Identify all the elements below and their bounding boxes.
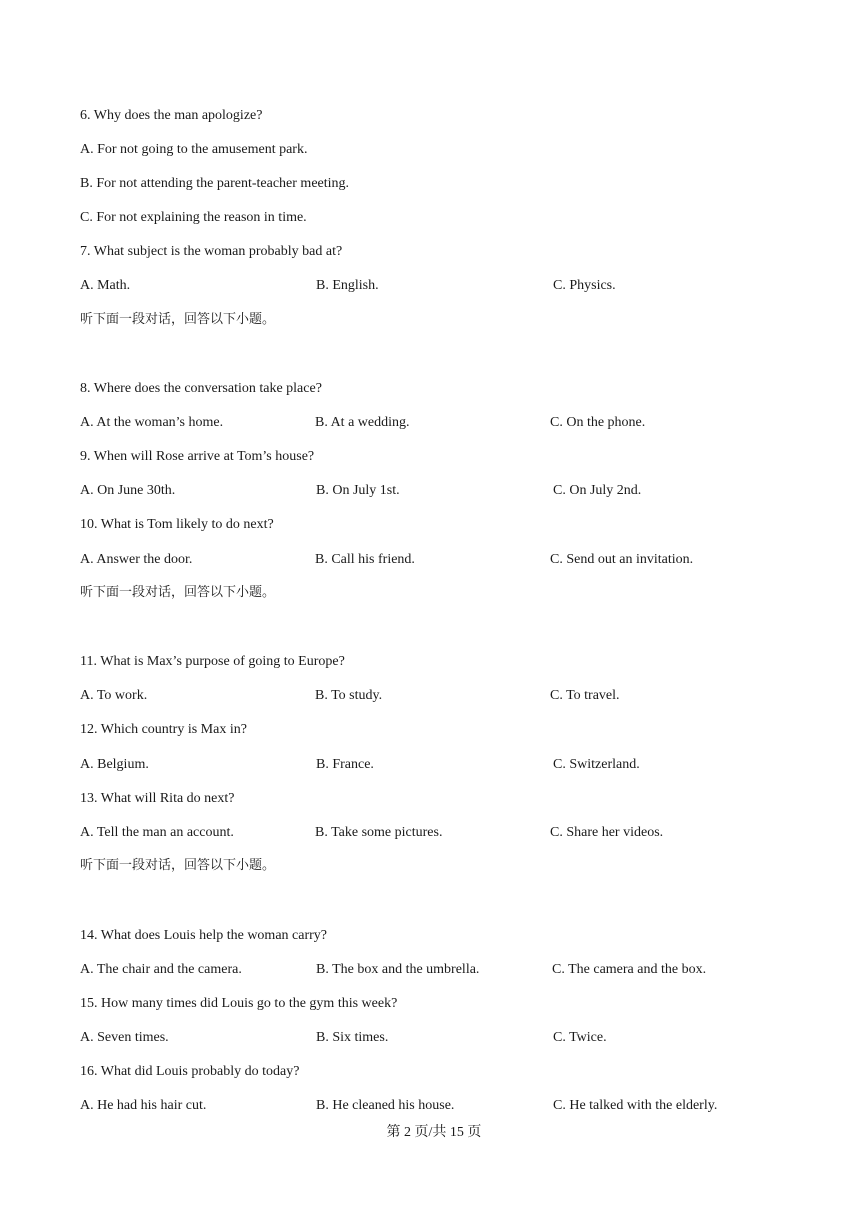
question-stem: 8. Where does the conversation take place? xyxy=(80,381,322,396)
option-a: A. Answer the door. xyxy=(80,552,193,567)
option-c: C. Share her videos. xyxy=(550,825,664,840)
option-a: A. Tell the man an account. xyxy=(80,825,234,840)
page-footer: 第 2 页/共 15 页 xyxy=(386,1125,482,1140)
question-stem: 16. What did Louis probably do today? xyxy=(80,1064,300,1079)
option-b: B. English. xyxy=(316,278,379,293)
option-a: A. He had his hair cut. xyxy=(80,1098,207,1113)
section-instruction: 听下面一段对话，回答以下小题。 xyxy=(80,858,276,873)
option-c: C. On the phone. xyxy=(550,415,646,430)
option-c: C. Switzerland. xyxy=(553,757,640,772)
question-stem: 13. What will Rita do next? xyxy=(80,791,235,806)
question-stem: 9. When will Rose arrive at Tom’s house? xyxy=(80,449,315,464)
section-instruction: 听下面一段对话，回答以下小题。 xyxy=(80,312,276,327)
option-a: A. At the woman’s home. xyxy=(80,415,224,430)
option-b: B. The box and the umbrella. xyxy=(316,962,480,977)
option-c: C. For not explaining the reason in time. xyxy=(80,210,307,225)
option-b: B. At a wedding. xyxy=(315,415,410,430)
option-a: A. The chair and the camera. xyxy=(80,962,242,977)
option-c: C. He talked with the elderly. xyxy=(553,1098,718,1113)
option-c: C. To travel. xyxy=(550,688,620,703)
option-c: C. On July 2nd. xyxy=(553,483,642,498)
option-a: A. Belgium. xyxy=(80,757,149,772)
option-a: A. Seven times. xyxy=(80,1030,169,1045)
option-b: B. Call his friend. xyxy=(315,552,415,567)
option-a: A. To work. xyxy=(80,688,148,703)
option-b: B. On July 1st. xyxy=(316,483,400,498)
option-c: C. Physics. xyxy=(553,278,616,293)
question-stem: 11. What is Max’s purpose of going to Europe? xyxy=(80,654,345,669)
option-b: B. To study. xyxy=(315,688,383,703)
question-stem: 14. What does Louis help the woman carry? xyxy=(80,928,328,943)
option-b: B. For not attending the parent-teacher meeting. xyxy=(80,176,350,191)
option-b: B. Six times. xyxy=(316,1030,389,1045)
option-a: A. On June 30th. xyxy=(80,483,176,498)
question-stem: 6. Why does the man apologize? xyxy=(80,108,263,123)
option-b: B. Take some pictures. xyxy=(315,825,443,840)
question-stem: 10. What is Tom likely to do next? xyxy=(80,517,274,532)
question-stem: 15. How many times did Louis go to the gym this week? xyxy=(80,996,398,1011)
question-stem: 12. Which country is Max in? xyxy=(80,722,247,737)
option-c: C. Send out an invitation. xyxy=(550,552,694,567)
option-b: B. France. xyxy=(316,757,374,772)
option-a: A. Math. xyxy=(80,278,131,293)
option-b: B. He cleaned his house. xyxy=(316,1098,455,1113)
option-c: C. The camera and the box. xyxy=(552,962,707,977)
option-c: C. Twice. xyxy=(553,1030,607,1045)
option-a: A. For not going to the amusement park. xyxy=(80,142,308,157)
question-stem: 7. What subject is the woman probably bad at? xyxy=(80,244,343,259)
section-instruction: 听下面一段对话，回答以下小题。 xyxy=(80,585,276,600)
